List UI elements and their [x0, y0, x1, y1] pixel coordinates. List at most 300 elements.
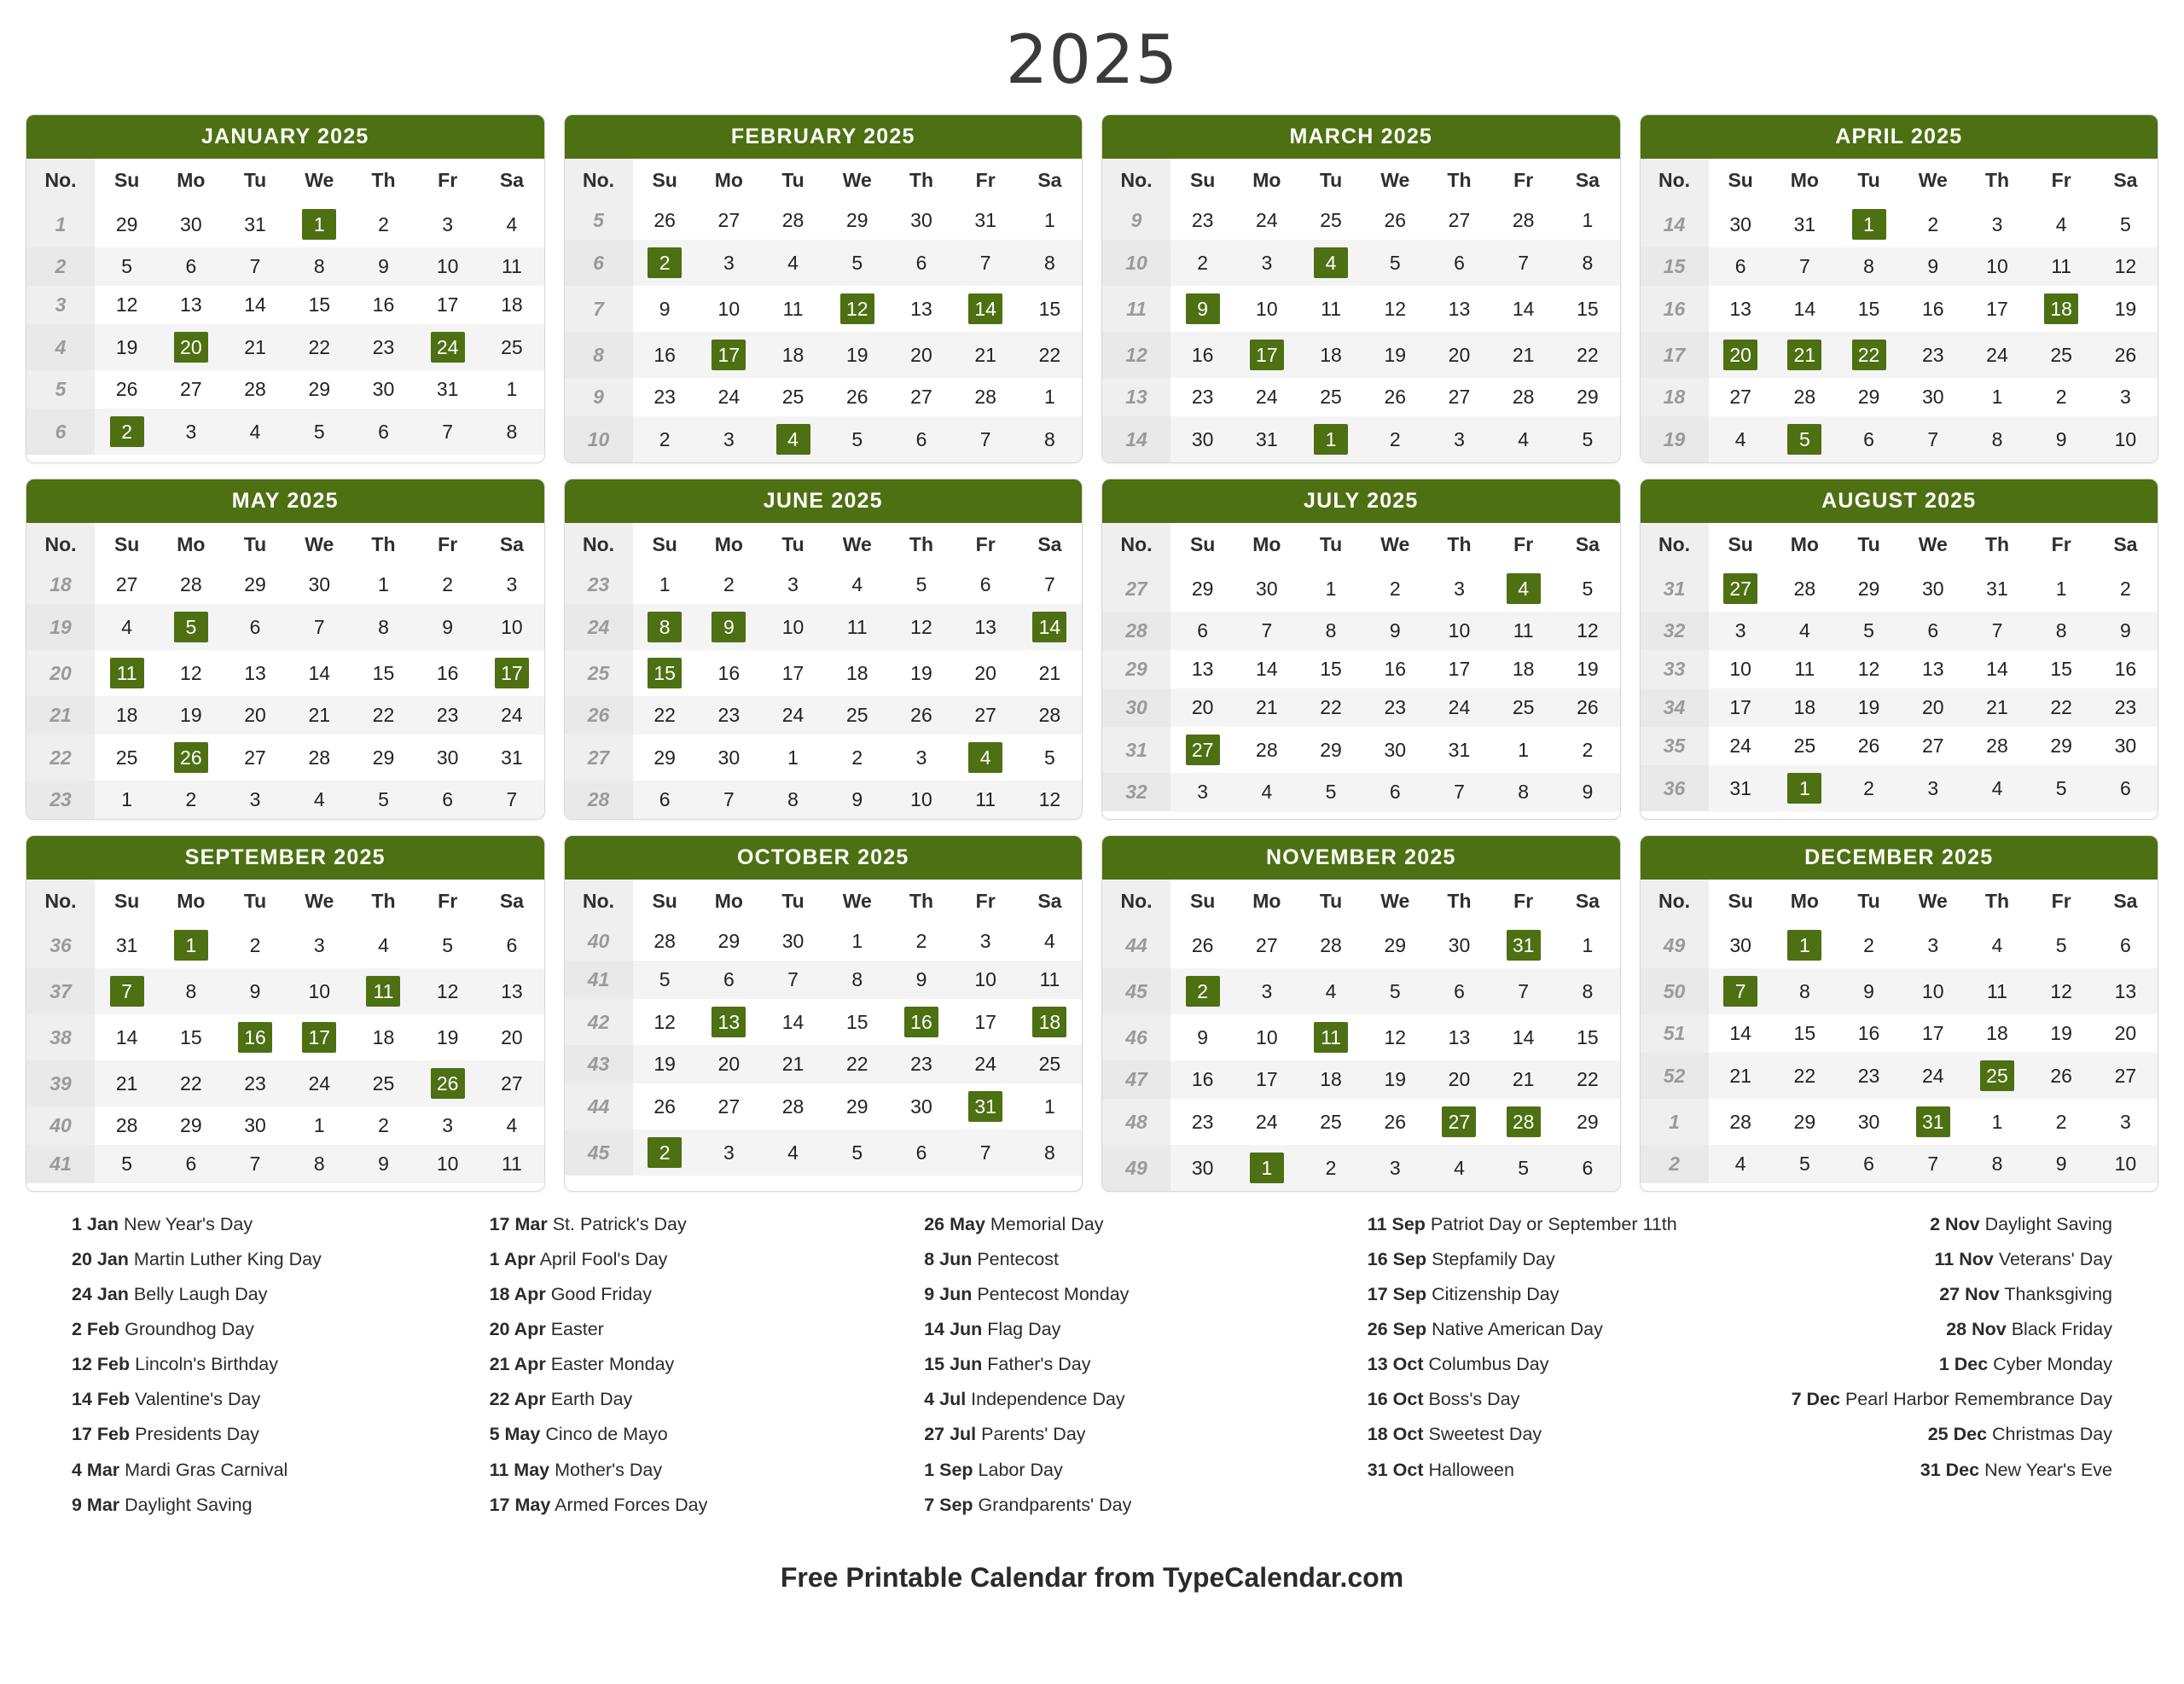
day-cell[interactable]: 23 — [1901, 332, 1965, 378]
day-cell[interactable]: 19 — [1363, 332, 1427, 378]
day-cell[interactable]: 15 — [1018, 286, 1082, 332]
day-cell-outside-month[interactable]: 2 — [2030, 1099, 2094, 1145]
day-cell[interactable]: 27 — [1709, 378, 1773, 416]
day-cell-outside-month[interactable]: 26 — [1363, 201, 1427, 240]
day-cell-outside-month[interactable]: 28 — [1491, 201, 1555, 240]
day-cell[interactable]: 20 — [1170, 688, 1234, 727]
day-cell[interactable]: 24 — [1234, 1099, 1298, 1145]
day-cell-highlighted[interactable] — [1234, 1145, 1298, 1191]
day-cell[interactable]: 9 — [223, 968, 287, 1014]
day-cell[interactable]: 7 — [1965, 612, 2029, 650]
day-cell[interactable]: 29 — [633, 735, 697, 781]
day-cell-outside-month[interactable]: 10 — [2094, 416, 2158, 462]
day-cell[interactable]: 15 — [159, 1014, 223, 1060]
day-cell[interactable]: 12 — [95, 286, 159, 324]
day-cell-outside-month[interactable]: 5 — [1773, 1145, 1837, 1183]
day-cell[interactable]: 18 — [351, 1014, 415, 1060]
day-cell[interactable]: 24 — [697, 378, 761, 416]
day-cell-outside-month[interactable]: 1 — [1018, 1083, 1082, 1129]
day-cell[interactable]: 19 — [889, 650, 953, 696]
day-cell[interactable]: 13 — [479, 968, 543, 1014]
day-cell[interactable]: 5 — [2030, 922, 2094, 968]
day-cell[interactable]: 11 — [1965, 968, 2029, 1014]
day-cell[interactable]: 27 — [1427, 378, 1491, 416]
day-cell[interactable]: 28 — [1709, 1099, 1773, 1145]
day-cell[interactable]: 12 — [633, 999, 697, 1045]
day-cell[interactable]: 22 — [1298, 688, 1362, 727]
day-cell[interactable]: 9 — [1170, 1014, 1234, 1060]
day-cell[interactable]: 19 — [1555, 650, 1619, 688]
day-cell[interactable]: 26 — [1555, 688, 1619, 727]
day-cell[interactable]: 2 — [697, 566, 761, 604]
day-cell-highlighted[interactable] — [223, 1014, 287, 1060]
day-cell[interactable]: 20 — [479, 1014, 543, 1060]
day-cell[interactable]: 3 — [761, 566, 825, 604]
day-cell[interactable]: 8 — [1298, 612, 1362, 650]
day-cell-outside-month[interactable]: 30 — [1234, 566, 1298, 612]
day-cell[interactable]: 10 — [697, 286, 761, 332]
day-cell[interactable]: 19 — [159, 696, 223, 735]
day-cell[interactable]: 22 — [1018, 332, 1082, 378]
day-cell[interactable]: 7 — [1234, 612, 1298, 650]
day-cell-outside-month[interactable]: 7 — [1901, 416, 1965, 462]
day-cell[interactable]: 5 — [95, 247, 159, 286]
day-cell[interactable]: 20 — [2094, 1014, 2158, 1053]
day-cell[interactable]: 1 — [633, 566, 697, 604]
day-cell[interactable]: 25 — [1298, 378, 1362, 416]
day-cell[interactable]: 22 — [288, 324, 351, 370]
day-cell[interactable]: 7 — [1018, 566, 1082, 604]
day-cell[interactable]: 8 — [1555, 240, 1619, 286]
day-cell[interactable]: 29 — [1298, 727, 1362, 773]
day-cell-outside-month[interactable]: 29 — [825, 201, 889, 240]
day-cell-highlighted[interactable] — [1773, 332, 1837, 378]
day-cell[interactable]: 10 — [1709, 650, 1773, 688]
day-cell[interactable]: 6 — [954, 566, 1018, 604]
day-cell[interactable]: 4 — [479, 201, 543, 247]
day-cell-highlighted[interactable] — [159, 735, 223, 781]
day-cell[interactable]: 12 — [1837, 650, 1901, 688]
day-cell[interactable]: 30 — [889, 1083, 953, 1129]
day-cell[interactable]: 22 — [1773, 1053, 1837, 1099]
day-cell[interactable]: 9 — [1901, 247, 1965, 286]
day-cell-outside-month[interactable]: 2 — [1555, 727, 1619, 773]
day-cell[interactable]: 11 — [825, 604, 889, 650]
day-cell[interactable]: 6 — [889, 240, 953, 286]
day-cell[interactable]: 29 — [1555, 1099, 1619, 1145]
day-cell[interactable]: 29 — [1555, 378, 1619, 416]
day-cell[interactable]: 25 — [825, 696, 889, 735]
day-cell[interactable]: 30 — [223, 1106, 287, 1145]
day-cell[interactable]: 6 — [1427, 240, 1491, 286]
day-cell[interactable]: 6 — [697, 961, 761, 999]
day-cell-highlighted[interactable] — [1773, 416, 1837, 462]
day-cell[interactable]: 21 — [1709, 1053, 1773, 1099]
day-cell[interactable]: 17 — [1234, 1060, 1298, 1099]
day-cell[interactable]: 4 — [1018, 922, 1082, 961]
day-cell[interactable]: 28 — [1491, 378, 1555, 416]
day-cell[interactable]: 16 — [351, 286, 415, 324]
day-cell-highlighted[interactable] — [1773, 922, 1837, 968]
day-cell-highlighted[interactable] — [95, 650, 159, 696]
day-cell[interactable]: 30 — [1170, 1145, 1234, 1191]
day-cell-outside-month[interactable]: 8 — [1965, 1145, 2029, 1183]
day-cell[interactable]: 12 — [1555, 612, 1619, 650]
day-cell[interactable]: 7 — [761, 961, 825, 999]
day-cell-outside-month[interactable]: 6 — [889, 416, 953, 462]
day-cell-outside-month[interactable]: 6 — [159, 1145, 223, 1183]
day-cell[interactable]: 2 — [1363, 566, 1427, 612]
day-cell[interactable]: 3 — [1427, 566, 1491, 612]
day-cell-outside-month[interactable]: 6 — [633, 781, 697, 819]
day-cell-highlighted[interactable] — [697, 999, 761, 1045]
day-cell[interactable]: 10 — [1965, 247, 2029, 286]
day-cell-outside-month[interactable]: 31 — [1965, 566, 2029, 612]
day-cell-outside-month[interactable]: 31 — [1773, 201, 1837, 247]
day-cell[interactable]: 18 — [1965, 1014, 2029, 1053]
day-cell[interactable]: 29 — [2030, 727, 2094, 765]
day-cell[interactable]: 16 — [1901, 286, 1965, 332]
day-cell[interactable]: 5 — [825, 240, 889, 286]
day-cell[interactable]: 28 — [954, 378, 1018, 416]
day-cell-outside-month[interactable]: 24 — [1234, 201, 1298, 240]
day-cell-highlighted[interactable] — [159, 922, 223, 968]
day-cell[interactable]: 16 — [1363, 650, 1427, 688]
day-cell[interactable]: 13 — [954, 604, 1018, 650]
day-cell-outside-month[interactable]: 7 — [954, 416, 1018, 462]
day-cell[interactable]: 23 — [223, 1060, 287, 1106]
day-cell[interactable]: 9 — [1363, 612, 1427, 650]
day-cell[interactable]: 15 — [1298, 650, 1362, 688]
day-cell[interactable]: 6 — [1709, 247, 1773, 286]
day-cell-outside-month[interactable]: 4 — [1427, 1145, 1491, 1191]
day-cell[interactable]: 20 — [697, 1045, 761, 1083]
day-cell[interactable]: 8 — [1018, 240, 1082, 286]
day-cell[interactable]: 19 — [633, 1045, 697, 1083]
day-cell[interactable]: 24 — [1965, 332, 2029, 378]
day-cell-outside-month[interactable]: 30 — [1901, 566, 1965, 612]
day-cell[interactable]: 20 — [1427, 332, 1491, 378]
day-cell[interactable]: 17 — [954, 999, 1018, 1045]
day-cell[interactable]: 22 — [1555, 332, 1619, 378]
day-cell-outside-month[interactable]: 3 — [159, 409, 223, 455]
day-cell-highlighted[interactable] — [1709, 968, 1773, 1014]
day-cell-outside-month[interactable]: 6 — [1837, 416, 1901, 462]
day-cell[interactable]: 7 — [1773, 247, 1837, 286]
day-cell[interactable]: 19 — [1837, 688, 1901, 727]
day-cell-outside-month[interactable]: 3 — [2094, 1099, 2158, 1145]
day-cell[interactable]: 24 — [761, 696, 825, 735]
day-cell-outside-month[interactable]: 2 — [351, 1106, 415, 1145]
day-cell-highlighted[interactable] — [95, 409, 159, 455]
day-cell[interactable]: 28 — [288, 735, 351, 781]
day-cell-highlighted[interactable] — [954, 735, 1018, 781]
day-cell[interactable]: 27 — [697, 1083, 761, 1129]
day-cell-outside-month[interactable]: 4 — [1709, 416, 1773, 462]
day-cell[interactable]: 16 — [633, 332, 697, 378]
day-cell-highlighted[interactable] — [1170, 727, 1234, 773]
day-cell[interactable]: 13 — [1170, 650, 1234, 688]
day-cell[interactable]: 25 — [2030, 332, 2094, 378]
day-cell-highlighted[interactable] — [1837, 201, 1901, 247]
day-cell-outside-month[interactable]: 3 — [889, 735, 953, 781]
day-cell[interactable]: 8 — [2030, 612, 2094, 650]
day-cell[interactable]: 13 — [1709, 286, 1773, 332]
day-cell[interactable]: 25 — [761, 378, 825, 416]
day-cell-outside-month[interactable]: 6 — [2094, 765, 2158, 811]
day-cell-highlighted[interactable] — [95, 968, 159, 1014]
day-cell-outside-month[interactable]: 3 — [697, 1129, 761, 1176]
day-cell-highlighted[interactable] — [1709, 332, 1773, 378]
day-cell[interactable]: 15 — [288, 286, 351, 324]
day-cell-outside-month[interactable]: 1 — [761, 735, 825, 781]
day-cell[interactable]: 20 — [954, 650, 1018, 696]
day-cell[interactable]: 8 — [1837, 247, 1901, 286]
day-cell-outside-month[interactable]: 3 — [1427, 416, 1491, 462]
day-cell-outside-month[interactable]: 5 — [351, 781, 415, 819]
day-cell[interactable]: 2 — [1170, 240, 1234, 286]
day-cell-outside-month[interactable]: 28 — [633, 922, 697, 961]
day-cell[interactable]: 27 — [159, 370, 223, 409]
day-cell-outside-month[interactable]: 5 — [825, 1129, 889, 1176]
day-cell[interactable]: 2 — [415, 566, 479, 604]
day-cell[interactable]: 14 — [761, 999, 825, 1045]
day-cell-outside-month[interactable]: 10 — [889, 781, 953, 819]
day-cell[interactable]: 1 — [1018, 201, 1082, 240]
day-cell-highlighted[interactable] — [633, 1129, 697, 1176]
day-cell-outside-month[interactable]: 29 — [1363, 922, 1427, 968]
day-cell[interactable]: 17 — [415, 286, 479, 324]
day-cell-outside-month[interactable]: 2 — [1837, 765, 1901, 811]
day-cell-outside-month[interactable]: 7 — [1427, 773, 1491, 811]
day-cell-highlighted[interactable] — [1298, 416, 1362, 462]
day-cell-outside-month[interactable]: 27 — [95, 566, 159, 604]
day-cell[interactable]: 26 — [2030, 1053, 2094, 1099]
day-cell-highlighted[interactable] — [825, 286, 889, 332]
day-cell[interactable]: 4 — [825, 566, 889, 604]
day-cell[interactable]: 2 — [2094, 566, 2158, 612]
day-cell-highlighted[interactable] — [1018, 999, 1082, 1045]
day-cell[interactable]: 30 — [1363, 727, 1427, 773]
day-cell[interactable]: 2 — [889, 922, 953, 961]
day-cell-outside-month[interactable]: 3 — [697, 416, 761, 462]
day-cell[interactable]: 8 — [288, 247, 351, 286]
day-cell-outside-month[interactable]: 5 — [825, 416, 889, 462]
day-cell-outside-month[interactable]: 30 — [288, 566, 351, 604]
day-cell[interactable]: 29 — [351, 735, 415, 781]
day-cell[interactable]: 28 — [1773, 378, 1837, 416]
day-cell-outside-month[interactable]: 3 — [1170, 773, 1234, 811]
day-cell[interactable]: 29 — [1837, 378, 1901, 416]
day-cell-highlighted[interactable] — [1491, 1099, 1555, 1145]
day-cell-highlighted[interactable] — [2030, 286, 2094, 332]
day-cell-outside-month[interactable]: 2 — [825, 735, 889, 781]
day-cell[interactable]: 28 — [1234, 727, 1298, 773]
day-cell[interactable]: 19 — [825, 332, 889, 378]
day-cell-highlighted[interactable] — [351, 968, 415, 1014]
day-cell[interactable]: 12 — [889, 604, 953, 650]
day-cell[interactable]: 24 — [954, 1045, 1018, 1083]
day-cell-outside-month[interactable]: 28 — [761, 201, 825, 240]
day-cell-outside-month[interactable]: 31 — [95, 922, 159, 968]
day-cell-outside-month[interactable]: 3 — [2094, 378, 2158, 416]
day-cell-outside-month[interactable]: 28 — [1298, 922, 1362, 968]
day-cell[interactable]: 6 — [479, 922, 543, 968]
day-cell-outside-month[interactable]: 29 — [1170, 566, 1234, 612]
day-cell[interactable]: 9 — [2094, 612, 2158, 650]
day-cell-highlighted[interactable] — [889, 999, 953, 1045]
day-cell-outside-month[interactable]: 1 — [1018, 378, 1082, 416]
day-cell-highlighted[interactable] — [1234, 332, 1298, 378]
day-cell-outside-month[interactable]: 9 — [1555, 773, 1619, 811]
day-cell-outside-month[interactable]: 7 — [697, 781, 761, 819]
day-cell[interactable]: 30 — [2094, 727, 2158, 765]
day-cell[interactable]: 14 — [1234, 650, 1298, 688]
day-cell[interactable]: 30 — [351, 370, 415, 409]
day-cell[interactable]: 9 — [889, 961, 953, 999]
day-cell[interactable]: 9 — [351, 247, 415, 286]
day-cell-highlighted[interactable] — [1491, 566, 1555, 612]
day-cell[interactable]: 26 — [95, 370, 159, 409]
day-cell[interactable]: 13 — [1427, 1014, 1491, 1060]
day-cell[interactable]: 15 — [1773, 1014, 1837, 1053]
day-cell-outside-month[interactable]: 30 — [159, 201, 223, 247]
day-cell-outside-month[interactable]: 23 — [1170, 201, 1234, 240]
day-cell-outside-month[interactable]: 10 — [415, 1145, 479, 1183]
day-cell-highlighted[interactable] — [1427, 1099, 1491, 1145]
day-cell[interactable]: 9 — [633, 286, 697, 332]
day-cell[interactable]: 22 — [1555, 1060, 1619, 1099]
day-cell-outside-month[interactable]: 2 — [1298, 1145, 1362, 1191]
day-cell[interactable]: 20 — [1901, 688, 1965, 727]
day-cell[interactable]: 3 — [479, 566, 543, 604]
day-cell-highlighted[interactable] — [954, 286, 1018, 332]
day-cell-outside-month[interactable]: 3 — [223, 781, 287, 819]
day-cell-outside-month[interactable]: 9 — [825, 781, 889, 819]
day-cell[interactable]: 22 — [2030, 688, 2094, 727]
day-cell-outside-month[interactable]: 2 — [633, 416, 697, 462]
day-cell[interactable]: 8 — [825, 961, 889, 999]
day-cell[interactable]: 16 — [1837, 1014, 1901, 1053]
day-cell-outside-month[interactable]: 6 — [889, 1129, 953, 1176]
day-cell[interactable]: 22 — [159, 1060, 223, 1106]
day-cell-outside-month[interactable]: 1 — [95, 781, 159, 819]
day-cell-outside-month[interactable]: 5 — [1491, 1145, 1555, 1191]
day-cell[interactable]: 3 — [1709, 612, 1773, 650]
day-cell[interactable]: 29 — [1773, 1099, 1837, 1145]
day-cell-outside-month[interactable]: 10 — [2094, 1145, 2158, 1183]
day-cell[interactable]: 16 — [415, 650, 479, 696]
day-cell-highlighted[interactable] — [159, 324, 223, 370]
day-cell-outside-month[interactable]: 1 — [1965, 378, 2029, 416]
day-cell[interactable]: 17 — [1965, 286, 2029, 332]
day-cell-highlighted[interactable] — [288, 201, 351, 247]
day-cell-outside-month[interactable]: 4 — [1491, 416, 1555, 462]
day-cell[interactable]: 14 — [1491, 286, 1555, 332]
day-cell[interactable]: 16 — [1170, 332, 1234, 378]
day-cell[interactable]: 13 — [2094, 968, 2158, 1014]
day-cell[interactable]: 18 — [1298, 332, 1362, 378]
day-cell[interactable]: 10 — [1901, 968, 1965, 1014]
day-cell[interactable]: 3 — [288, 922, 351, 968]
day-cell[interactable]: 11 — [2030, 247, 2094, 286]
day-cell-outside-month[interactable]: 29 — [223, 566, 287, 604]
day-cell[interactable]: 26 — [1363, 378, 1427, 416]
day-cell-outside-month[interactable]: 8 — [1018, 1129, 1082, 1176]
day-cell[interactable]: 11 — [1773, 650, 1837, 688]
day-cell[interactable]: 27 — [1901, 727, 1965, 765]
day-cell[interactable]: 12 — [159, 650, 223, 696]
day-cell-highlighted[interactable] — [633, 240, 697, 286]
day-cell[interactable]: 29 — [159, 1106, 223, 1145]
day-cell-highlighted[interactable] — [415, 1060, 479, 1106]
day-cell[interactable]: 13 — [1901, 650, 1965, 688]
day-cell[interactable]: 8 — [159, 968, 223, 1014]
day-cell-outside-month[interactable]: 27 — [1427, 201, 1491, 240]
day-cell[interactable]: 6 — [223, 604, 287, 650]
day-cell[interactable]: 4 — [351, 922, 415, 968]
day-cell[interactable]: 10 — [1234, 286, 1298, 332]
day-cell[interactable]: 26 — [889, 696, 953, 735]
day-cell-outside-month[interactable]: 5 — [1555, 416, 1619, 462]
day-cell-highlighted[interactable] — [1170, 968, 1234, 1014]
day-cell-outside-month[interactable]: 1 — [1491, 727, 1555, 773]
day-cell-highlighted[interactable] — [633, 604, 697, 650]
day-cell-outside-month[interactable]: 7 — [1901, 1145, 1965, 1183]
day-cell-outside-month[interactable]: 2 — [1363, 416, 1427, 462]
day-cell[interactable]: 23 — [351, 324, 415, 370]
day-cell-outside-month[interactable]: 7 — [479, 781, 543, 819]
day-cell[interactable]: 21 — [288, 696, 351, 735]
day-cell[interactable]: 10 — [479, 604, 543, 650]
day-cell[interactable]: 22 — [633, 696, 697, 735]
day-cell[interactable]: 19 — [2030, 1014, 2094, 1053]
day-cell-outside-month[interactable]: 5 — [288, 409, 351, 455]
day-cell[interactable]: 26 — [1837, 727, 1901, 765]
day-cell-highlighted[interactable] — [954, 1083, 1018, 1129]
day-cell[interactable]: 16 — [2094, 650, 2158, 688]
day-cell[interactable]: 26 — [1363, 1099, 1427, 1145]
day-cell[interactable]: 17 — [1427, 650, 1491, 688]
day-cell-outside-month[interactable]: 26 — [633, 201, 697, 240]
day-cell[interactable]: 23 — [697, 696, 761, 735]
day-cell-outside-month[interactable]: 2 — [2030, 378, 2094, 416]
day-cell[interactable]: 23 — [415, 696, 479, 735]
day-cell[interactable]: 27 — [954, 696, 1018, 735]
day-cell-outside-month[interactable]: 4 — [761, 1129, 825, 1176]
day-cell-highlighted[interactable] — [1018, 604, 1082, 650]
day-cell[interactable]: 21 — [954, 332, 1018, 378]
day-cell[interactable]: 4 — [1773, 612, 1837, 650]
day-cell[interactable]: 19 — [2094, 286, 2158, 332]
day-cell[interactable]: 22 — [825, 1045, 889, 1083]
day-cell[interactable]: 23 — [633, 378, 697, 416]
day-cell[interactable]: 13 — [223, 650, 287, 696]
day-cell-outside-month[interactable]: 4 — [1234, 773, 1298, 811]
day-cell-outside-month[interactable]: 30 — [1709, 201, 1773, 247]
day-cell[interactable]: 15 — [1837, 286, 1901, 332]
day-cell[interactable]: 23 — [889, 1045, 953, 1083]
day-cell-outside-month[interactable]: 28 — [159, 566, 223, 604]
day-cell[interactable]: 12 — [415, 968, 479, 1014]
day-cell[interactable]: 19 — [1363, 1060, 1427, 1099]
day-cell[interactable]: 3 — [954, 922, 1018, 961]
day-cell[interactable]: 5 — [1363, 240, 1427, 286]
day-cell[interactable]: 25 — [1491, 688, 1555, 727]
day-cell[interactable]: 23 — [1170, 378, 1234, 416]
day-cell[interactable]: 15 — [2030, 650, 2094, 688]
day-cell-outside-month[interactable]: 26 — [1170, 922, 1234, 968]
